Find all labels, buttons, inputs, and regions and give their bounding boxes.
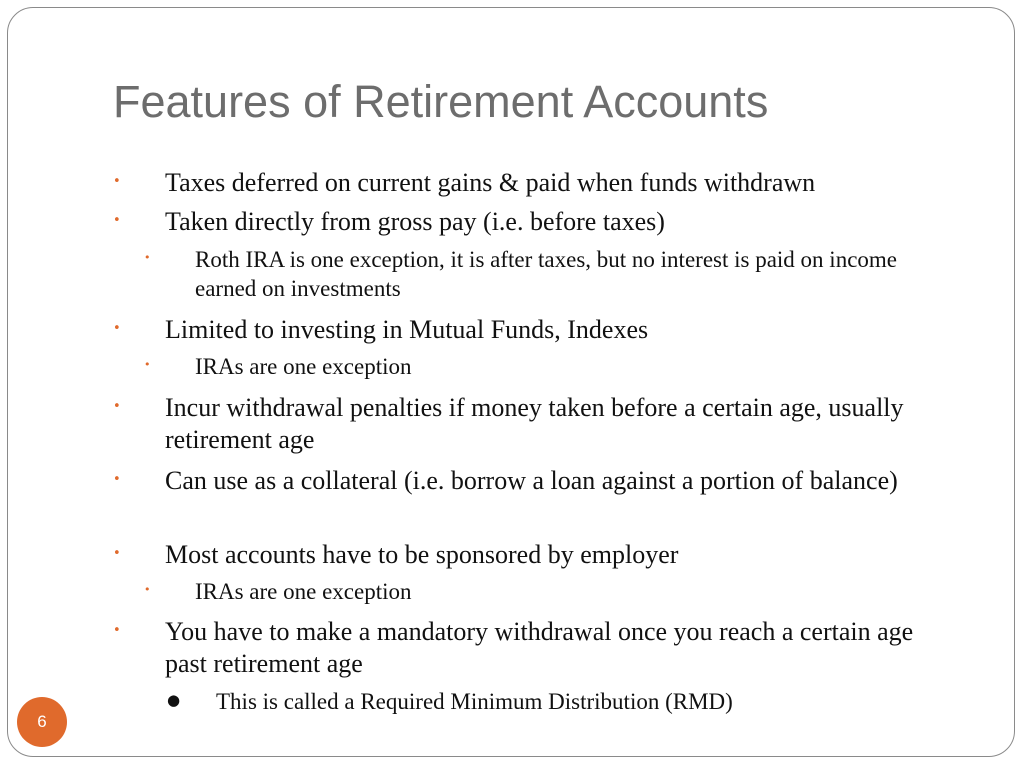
bullet-text: Roth IRA is one exception, it is after taxes, but no interest is paid on income earned on investments bbox=[195, 247, 898, 301]
sub-bullet-item bbox=[144, 352, 945, 382]
bullet-dot-icon: • bbox=[113, 213, 121, 228]
bullet-dot-icon: • bbox=[113, 174, 121, 189]
bullet-dot-icon: • bbox=[113, 546, 121, 561]
bullet-dot-icon: • bbox=[144, 583, 151, 596]
slide-title: Features of Retirement Accounts bbox=[113, 76, 769, 127]
sub-bullet-item bbox=[144, 245, 945, 303]
sub-sub-bullet-item bbox=[167, 687, 936, 717]
bullet-text: IRAs are one exception bbox=[195, 354, 412, 379]
sub-bullet-item bbox=[144, 577, 945, 607]
bullet-dot-icon: • bbox=[113, 321, 121, 336]
slide-number-badge: 6 bbox=[17, 697, 67, 747]
bullet-dot-icon: • bbox=[144, 358, 151, 371]
bullet-item bbox=[113, 206, 965, 238]
bullet-text: Incur withdrawal penalties if money taken before a certain age, usually retirement age bbox=[165, 393, 904, 454]
bullet-text: Can use as a collateral (i.e. borrow a loan against a portion of balance) bbox=[165, 466, 898, 495]
bullet-text: You have to make a mandatory withdrawal once you reach a certain age past retirement age bbox=[165, 617, 914, 678]
bullet-text: IRAs are one exception bbox=[195, 579, 412, 604]
bullet-item bbox=[113, 167, 965, 199]
bullet-dot-icon: ● bbox=[167, 691, 181, 709]
bullet-dot-icon: • bbox=[144, 251, 151, 264]
bullet-dot-icon: • bbox=[113, 399, 121, 414]
bullet-item bbox=[113, 314, 965, 346]
bullet-item bbox=[113, 539, 965, 571]
bullet-item bbox=[113, 392, 965, 456]
bullet-text: Taxes deferred on current gains & paid when funds withdrawn bbox=[165, 168, 816, 197]
bullet-dot-icon: • bbox=[113, 623, 121, 638]
bullet-item bbox=[113, 616, 925, 680]
bullet-dot-icon: • bbox=[113, 472, 121, 487]
bullet-item bbox=[113, 465, 965, 497]
bullet-text: Taken directly from gross pay (i.e. before taxes) bbox=[165, 207, 665, 236]
bullet-text: This is called a Required Minimum Distribution (RMD) bbox=[216, 689, 733, 714]
bullet-text: Most accounts have to be sponsored by employer bbox=[165, 540, 679, 569]
bullet-text: Limited to investing in Mutual Funds, Indexes bbox=[165, 315, 649, 344]
